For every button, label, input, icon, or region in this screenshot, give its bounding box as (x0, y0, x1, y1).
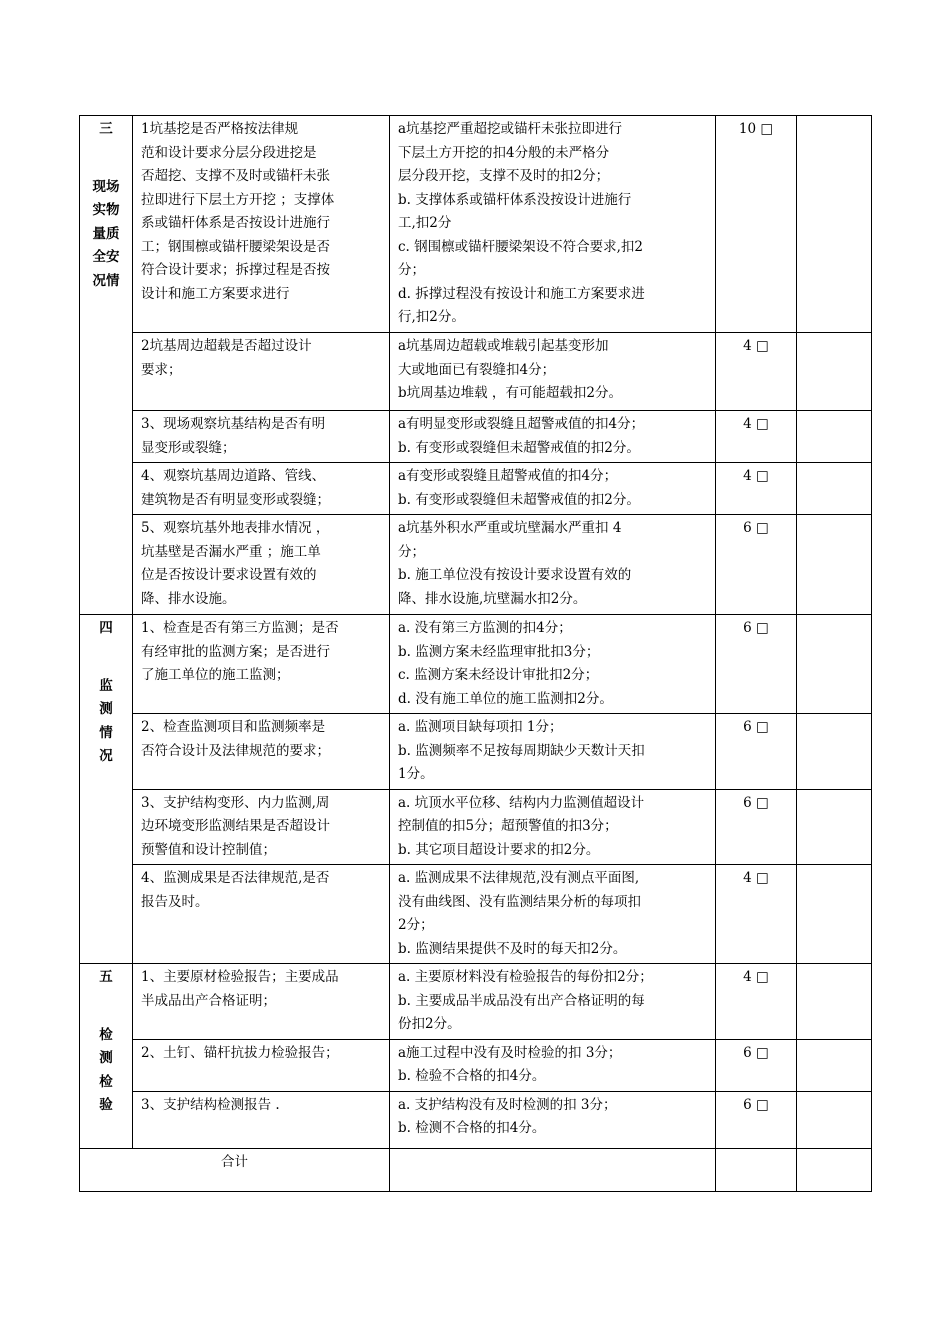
deduction-criteria-line: a. 监测项目缺每项扣 1分； (398, 719, 563, 735)
deducted-score-cell (797, 515, 872, 615)
inspection-item-line: 范和设计要求分层分段进挖是 (141, 144, 317, 161)
deduction-criteria (390, 116, 716, 333)
inspection-item-line: 报告及时。 (141, 893, 209, 910)
section-title-line: 监 (99, 677, 113, 694)
inspection-item-line: 否超挖、支撑不及时或锚杆未张 (141, 168, 330, 184)
inspection-item-line: 坑基壁是否漏水严重 ；施工单 (141, 543, 321, 560)
section-title-gap (88, 990, 124, 1024)
inspection-item (133, 515, 390, 615)
score-cell: 6 □ (716, 1039, 797, 1091)
inspection-item-line: 边环境变形监测结果是否超设计 (141, 818, 330, 834)
inspection-item (133, 714, 390, 790)
table-row (80, 714, 872, 790)
section-title-line: 四 (99, 620, 113, 636)
inspection-item-line: 3、支护结构变形、内力监测,周 (141, 794, 330, 811)
deduction-criteria-line: a坑基外积水严重或坑壁漏水严重扣 4 (398, 520, 622, 536)
inspection-item-line: 要求； (141, 361, 182, 378)
deduction-criteria (390, 714, 716, 790)
inspection-item-line: 3、现场观察坑基结构是否有明 (141, 416, 326, 432)
total-score-cell (716, 1148, 797, 1191)
section-title-line: 检 (99, 1026, 113, 1043)
inspection-item-line: 1、主要原材检验报告；主要成品 (141, 969, 339, 985)
deduction-criteria (390, 615, 716, 714)
section-title-gap (88, 641, 124, 675)
inspection-item-line: 建筑物是否有明显变形或裂缝； (141, 491, 330, 508)
deduction-criteria-line: b. 主要成品半成品没有出产合格证明的每 (398, 992, 645, 1009)
inspection-item-line: 系或锚杆体系是否按设计进施行 (141, 215, 330, 231)
score-cell: 4 □ (716, 865, 797, 964)
table-row (80, 1091, 872, 1148)
table-row (80, 789, 872, 865)
inspection-item-line: 工；钢围檩或锚杆腰梁架设是否 (141, 238, 330, 255)
inspection-item (133, 789, 390, 865)
deducted-score-cell (797, 1039, 872, 1091)
inspection-item (133, 116, 390, 333)
inspection-item-line: 5、观察坑基外地表排水情况 ， (141, 520, 330, 536)
table-row (80, 1039, 872, 1091)
table-row (80, 463, 872, 515)
deducted-score-cell (797, 714, 872, 790)
deduction-criteria (390, 964, 716, 1040)
deducted-score-cell (797, 116, 872, 333)
section-title-line: 量质 (92, 225, 120, 242)
table-row (80, 411, 872, 463)
inspection-item (133, 1091, 390, 1148)
table-row (80, 515, 872, 615)
score-cell: 6 □ (716, 789, 797, 865)
score-cell: 6 □ (716, 714, 797, 790)
section-title-line: 验 (99, 1097, 113, 1113)
deduction-criteria-line: b. 有变形或裂缝但未超警戒值的扣2分。 (398, 439, 640, 456)
deduction-criteria-line: 分； (398, 543, 425, 560)
inspection-item-line: 4、观察坑基周边道路、管线、 (141, 468, 326, 484)
deduction-criteria-line: b. 检测不合格的扣4分。 (398, 1120, 546, 1136)
deducted-score-cell (797, 1091, 872, 1148)
section-title-line: 况 (99, 748, 113, 764)
inspection-item (133, 463, 390, 515)
table-row (80, 615, 872, 714)
inspection-item-line: 符合设计要求；拆撑过程是否按 (141, 262, 330, 278)
inspection-table (79, 115, 872, 1192)
section-title-line: 五 (99, 969, 113, 985)
inspection-item-line: 4、监测成果是否法律规范,是否 (141, 870, 330, 886)
inspection-item-line: 了施工单位的施工监测； (141, 667, 290, 683)
inspection-item (133, 411, 390, 463)
deduction-criteria-line: a. 监测成果不法律规范,没有测点平面图, (398, 870, 640, 886)
inspection-item-line: 2、土钉、锚杆抗拔力检验报告； (141, 1044, 339, 1061)
deduction-criteria-line: b坑周基边堆载 ，有可能超载扣2分。 (398, 385, 623, 401)
deduction-criteria-line: b. 监测频率不足按每周期缺少天数计天扣 (398, 742, 645, 759)
deduction-criteria-line: b. 有变形或裂缝但未超警戒值的扣2分。 (398, 491, 640, 508)
deduction-criteria-line: a. 坑顶水平位移、结构内力监测值超设计 (398, 794, 645, 811)
deducted-score-cell (797, 333, 872, 411)
deduction-criteria (390, 411, 716, 463)
deduction-criteria-line: 1分。 (398, 766, 434, 782)
total-label: 合计 (80, 1148, 390, 1191)
deduction-criteria-line: 份扣2分。 (398, 1016, 461, 1032)
score-cell: 4 □ (716, 964, 797, 1040)
table-body (80, 116, 872, 1192)
deduction-criteria-line: 层分段开挖，支撑不及时的扣2分； (398, 168, 610, 184)
total-deducted-cell (797, 1148, 872, 1191)
inspection-item-line: 1坑基挖是否严格按法律规 (141, 121, 299, 137)
deduction-criteria-line: c. 钢围檩或锚杆腰梁架设不符合要求,扣2 (398, 238, 644, 255)
inspection-item-line: 2、检查监测项目和监测频率是 (141, 719, 326, 735)
deduction-criteria-line: a有明显变形或裂缝且超警戒值的扣4分； (398, 416, 645, 432)
deduction-criteria-line: a施工过程中没有及时检验的扣 3分； (398, 1044, 622, 1061)
inspection-item (133, 1039, 390, 1091)
section-title-gap (88, 142, 124, 176)
deducted-score-cell (797, 615, 872, 714)
deduction-criteria-line: a. 没有第三方监测的扣4分； (398, 620, 572, 636)
section-title-line: 检 (99, 1073, 113, 1090)
score-cell: 4 □ (716, 463, 797, 515)
deduction-criteria-line: b. 施工单位没有按设计要求设置有效的 (398, 567, 632, 583)
inspection-item (133, 333, 390, 411)
deduction-criteria (390, 1039, 716, 1091)
section-title-line: 实物 (92, 202, 120, 218)
deduction-criteria-line: 降、排水设施,坑壁漏水扣2分。 (398, 590, 587, 607)
deducted-score-cell (797, 411, 872, 463)
deduction-criteria-line: 2分； (398, 917, 434, 933)
deduction-criteria-line: 下层土方开挖的扣4分般的未严格分 (398, 144, 610, 161)
deduction-criteria-line: b. 支撑体系或锚杆体系没按设计进施行 (398, 191, 632, 208)
deduction-criteria-line: a. 主要原材料没有检验报告的每份扣2分； (398, 969, 653, 985)
deduction-criteria (390, 1091, 716, 1148)
deduction-criteria (390, 789, 716, 865)
table-row (80, 964, 872, 1040)
section-title-line: 全安 (92, 249, 120, 265)
deduction-criteria-line: 分； (398, 262, 425, 278)
score-cell: 6 □ (716, 515, 797, 615)
deduction-criteria-line: b. 监测结果提供不及时的每天扣2分。 (398, 940, 627, 957)
section-title-line: 情 (99, 724, 113, 741)
deduction-criteria-line: a有变形或裂缝且超警戒值的扣4分； (398, 468, 618, 484)
deduction-criteria (390, 865, 716, 964)
inspection-item-line: 2坑基周边超载是否超过设计 (141, 338, 312, 354)
deduction-criteria (390, 515, 716, 615)
section-title-line: 况情 (92, 272, 120, 289)
inspection-item-line: 降、排水设施。 (141, 590, 236, 607)
inspection-item-line: 拉即进行下层土方开挖 ；支撑体 (141, 191, 335, 208)
deduction-criteria-line: 没有曲线图、没有监测结果分析的每项扣 (398, 893, 641, 910)
deduction-criteria-line: b. 其它项目超设计要求的扣2分。 (398, 841, 600, 858)
deduction-criteria-line: d. 拆撑过程没有按设计和施工方案要求进 (398, 285, 645, 302)
score-cell: 4 □ (716, 411, 797, 463)
inspection-item-line: 半成品出产合格证明； (141, 992, 276, 1009)
score-cell: 4 □ (716, 333, 797, 411)
deducted-score-cell (797, 865, 872, 964)
section-title (80, 964, 133, 1149)
table-row (80, 865, 872, 964)
total-criteria-cell (390, 1148, 716, 1191)
deduction-criteria (390, 333, 716, 411)
section-title-line: 三 (99, 121, 113, 137)
inspection-item (133, 865, 390, 964)
deduction-criteria-line: c. 监测方案未经设计审批扣2分； (398, 667, 599, 683)
deduction-criteria-line: 工,扣2分 (398, 215, 452, 231)
inspection-item-line: 位是否按设计要求设置有效的 (141, 567, 317, 583)
inspection-item-line: 1、检查是否有第三方监测；是否 (141, 620, 339, 636)
inspection-item-line: 否符合设计及法律规范的要求； (141, 742, 330, 759)
deducted-score-cell (797, 789, 872, 865)
inspection-item-line: 设计和施工方案要求进行 (141, 285, 290, 302)
inspection-item (133, 615, 390, 714)
table-row (80, 333, 872, 411)
table-row (80, 116, 872, 333)
deduction-criteria-line: a. 支护结构没有及时检测的扣 3分； (398, 1096, 617, 1113)
section-title (80, 615, 133, 964)
deducted-score-cell (797, 463, 872, 515)
inspection-item-line: 显变形或裂缝； (141, 439, 236, 456)
deduction-criteria-line: d. 没有施工单位的施工监测扣2分。 (398, 690, 613, 707)
section-title-line: 现场 (92, 178, 120, 195)
inspection-item-line: 3、支护结构检测报告 . (141, 1096, 280, 1113)
total-row (80, 1148, 872, 1191)
score-cell: 6 □ (716, 615, 797, 714)
deduction-criteria-line: b. 检验不合格的扣4分。 (398, 1068, 546, 1084)
deduction-criteria-line: a坑基挖严重超挖或锚杆未张拉即进行 (398, 121, 623, 137)
deduction-criteria-line: 控制值的扣5分；超预警值的扣3分； (398, 818, 618, 834)
deduction-criteria-line: 行,扣2分。 (398, 309, 465, 325)
inspection-item (133, 964, 390, 1040)
deduction-criteria-line: b. 监测方案未经监理审批扣3分； (398, 643, 600, 660)
score-cell: 10 □ (716, 116, 797, 333)
deducted-score-cell (797, 964, 872, 1040)
inspection-item-line: 预警值和设计控制值； (141, 841, 276, 858)
deduction-criteria-line: 大或地面已有裂缝扣4分； (398, 361, 556, 378)
deduction-criteria-line: a坑基周边超载或堆载引起基变形加 (398, 338, 609, 354)
inspection-item-line: 有经审批的监测方案；是否进行 (141, 643, 330, 660)
deduction-criteria (390, 463, 716, 515)
section-title (80, 116, 133, 615)
section-title-line: 测 (99, 1050, 113, 1066)
score-cell: 6 □ (716, 1091, 797, 1148)
section-title-line: 测 (99, 701, 113, 717)
